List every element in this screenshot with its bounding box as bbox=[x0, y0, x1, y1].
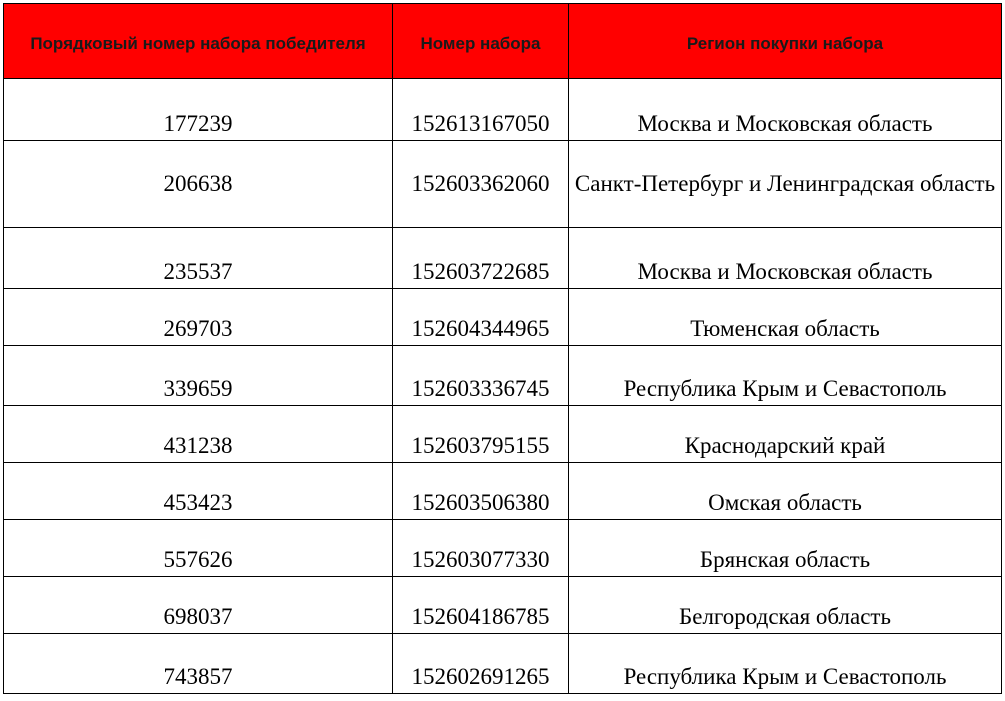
winners-table bbox=[3, 3, 1002, 694]
cell-set-number: 152604186785 bbox=[393, 577, 569, 634]
table-row bbox=[4, 79, 1002, 141]
cell-winner-order-number: 235537 bbox=[4, 228, 393, 289]
cell-purchase-region: Краснодарский край bbox=[569, 406, 1002, 463]
header-set-number: Номер набора bbox=[393, 4, 569, 79]
cell-set-number: 152602691265 bbox=[393, 634, 569, 694]
table-row bbox=[4, 520, 1002, 577]
table-row bbox=[4, 463, 1002, 520]
cell-purchase-region: Республика Крым и Севастополь bbox=[569, 346, 1002, 406]
cell-purchase-region: Белгородская область bbox=[569, 577, 1002, 634]
cell-purchase-region: Республика Крым и Севастополь bbox=[569, 634, 1002, 694]
cell-set-number: 152603795155 bbox=[393, 406, 569, 463]
cell-purchase-region: Брянская область bbox=[569, 520, 1002, 577]
cell-set-number: 152603077330 bbox=[393, 520, 569, 577]
header-winner-order-number: Порядковый номер набора победителя bbox=[4, 4, 393, 79]
table-row bbox=[4, 634, 1002, 694]
table-row bbox=[4, 577, 1002, 634]
cell-winner-order-number: 743857 bbox=[4, 634, 393, 694]
cell-set-number: 152613167050 bbox=[393, 79, 569, 141]
cell-winner-order-number: 269703 bbox=[4, 289, 393, 346]
cell-purchase-region: Москва и Московская область bbox=[569, 228, 1002, 289]
cell-winner-order-number: 453423 bbox=[4, 463, 393, 520]
cell-purchase-region: Москва и Московская область bbox=[569, 79, 1002, 141]
cell-set-number: 152603722685 bbox=[393, 228, 569, 289]
table-row bbox=[4, 406, 1002, 463]
cell-winner-order-number: 177239 bbox=[4, 79, 393, 141]
cell-set-number: 152603336745 bbox=[393, 346, 569, 406]
table-row bbox=[4, 289, 1002, 346]
table-row bbox=[4, 346, 1002, 406]
header-purchase-region: Регион покупки набора bbox=[569, 4, 1002, 79]
cell-winner-order-number: 206638 bbox=[4, 141, 393, 228]
cell-winner-order-number: 431238 bbox=[4, 406, 393, 463]
cell-winner-order-number: 557626 bbox=[4, 520, 393, 577]
cell-purchase-region: Санкт-Петербург и Ленинградская область bbox=[569, 141, 1002, 228]
table-row bbox=[4, 141, 1002, 228]
cell-winner-order-number: 698037 bbox=[4, 577, 393, 634]
cell-set-number: 152603506380 bbox=[393, 463, 569, 520]
cell-set-number: 152603362060 bbox=[393, 141, 569, 228]
cell-purchase-region: Тюменская область bbox=[569, 289, 1002, 346]
cell-set-number: 152604344965 bbox=[393, 289, 569, 346]
cell-purchase-region: Омская область bbox=[569, 463, 1002, 520]
table-row bbox=[4, 228, 1002, 289]
cell-winner-order-number: 339659 bbox=[4, 346, 393, 406]
table-header-row bbox=[4, 4, 1002, 79]
